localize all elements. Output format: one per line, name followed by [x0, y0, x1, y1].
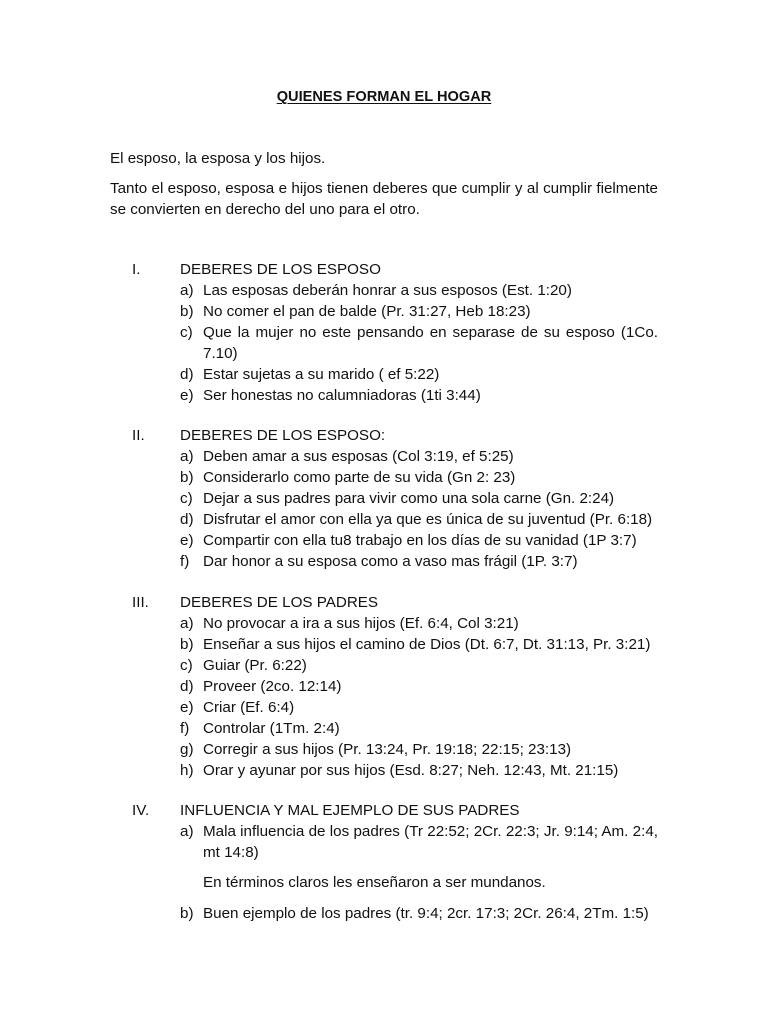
- item-letter: c): [180, 490, 193, 507]
- item-text: Las esposas deberán honrar a sus esposos (Est. 1:20): [203, 282, 572, 299]
- item-letter: a): [180, 282, 194, 299]
- item-text: Estar sujetas a su marido ( ef 5:22): [203, 366, 440, 383]
- item-letter: h): [180, 762, 194, 779]
- item-text: Deben amar a sus esposas (Col 3:19, ef 5:25): [203, 448, 514, 465]
- item-letter: b): [180, 636, 194, 653]
- item-text: Corregir a sus hijos (Pr. 13:24, Pr. 19:18; 22:15; 23:13): [203, 741, 572, 758]
- section-numeral: I.: [132, 261, 141, 278]
- item-text: Dar honor a su esposa como a vaso mas frágil (1P. 3:7): [203, 553, 578, 570]
- section-heading: DEBERES DE LOS ESPOSO:: [180, 427, 386, 444]
- section-heading: DEBERES DE LOS ESPOSO: [180, 261, 381, 278]
- item-text: Guiar (Pr. 6:22): [203, 657, 307, 674]
- item-letter: g): [180, 741, 194, 758]
- section-numeral: II.: [132, 427, 145, 444]
- item-letter: e): [180, 387, 194, 404]
- item-letter: d): [180, 511, 194, 528]
- item-letter: b): [180, 905, 194, 922]
- item-letter: a): [180, 448, 194, 465]
- item-text: Compartir con ella tu8 trabajo en los días de su vanidad (1P 3:7): [203, 532, 637, 549]
- item-letter: a): [180, 615, 194, 632]
- item-letter: c): [180, 324, 193, 341]
- item-text: Proveer (2co. 12:14): [203, 678, 342, 695]
- item-letter: d): [180, 678, 194, 695]
- item-letter: e): [180, 699, 194, 716]
- item-letter: c): [180, 657, 193, 674]
- intro-paragraph: Tanto el esposo, esposa e hijos tienen deberes que cumplir y al cumplir fielmente se convierten en derecho del uno para el otro.: [110, 180, 658, 218]
- section-numeral: IV.: [132, 802, 150, 819]
- item-text: Disfrutar el amor con ella ya que es única de su juventud (Pr. 6:18): [203, 511, 653, 528]
- item-text: Buen ejemplo de los padres (tr. 9:4; 2cr. 17:3; 2Cr. 26:4, 2Tm. 1:5): [203, 905, 649, 922]
- section-heading: DEBERES DE LOS PADRES: [180, 594, 379, 611]
- item-letter: b): [180, 469, 194, 486]
- item-letter: a): [180, 823, 194, 840]
- item-text: Controlar (1Tm. 2:4): [203, 720, 340, 737]
- item-text: Enseñar a sus hijos el camino de Dios (Dt. 6:7, Dt. 31:13, Pr. 3:21): [203, 636, 651, 653]
- item-text: Que la mujer no este pensando en separase de su esposo (1Co. 7.10): [203, 324, 658, 362]
- item-text: Orar y ayunar por sus hijos (Esd. 8:27; Neh. 12:43, Mt. 21:15): [203, 762, 619, 779]
- document-title: QUIENES FORMAN EL HOGAR: [276, 89, 492, 105]
- section-note: En términos claros les enseñaron a ser mundanos.: [203, 874, 546, 891]
- item-text: No provocar a ira a sus hijos (Ef. 6:4, Col 3:21): [203, 615, 519, 632]
- item-text: Considerarlo como parte de su vida (Gn 2: 23): [203, 469, 516, 486]
- item-letter: f): [180, 553, 190, 570]
- item-text: Mala influencia de los padres (Tr 22:52; 2Cr. 22:3; Jr. 9:14; Am. 2:4, mt 14:8): [203, 823, 658, 861]
- item-text: Ser honestas no calumniadoras (1ti 3:44): [203, 387, 481, 404]
- section-numeral: III.: [132, 594, 149, 611]
- section-heading: INFLUENCIA Y MAL EJEMPLO DE SUS PADRES: [180, 802, 520, 819]
- intro-line: El esposo, la esposa y los hijos.: [110, 150, 326, 167]
- item-letter: b): [180, 303, 194, 320]
- item-text: Dejar a sus padres para vivir como una sola carne (Gn. 2:24): [203, 490, 615, 507]
- item-letter: d): [180, 366, 194, 383]
- item-text: No comer el pan de balde (Pr. 31:27, Heb 18:23): [203, 303, 531, 320]
- item-letter: f): [180, 720, 190, 737]
- item-letter: e): [180, 532, 194, 549]
- item-text: Criar (Ef. 6:4): [203, 699, 295, 716]
